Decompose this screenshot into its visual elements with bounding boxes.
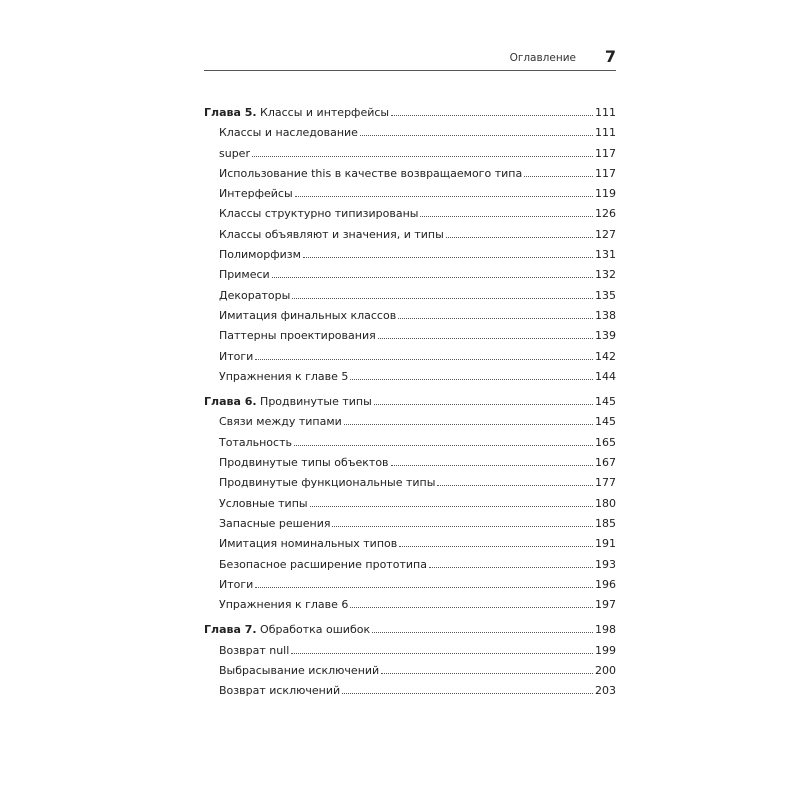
toc-page-number: 180 [595, 496, 616, 510]
toc-page-number: 200 [595, 664, 616, 678]
chapter-title: Продвинутые типы [260, 395, 372, 409]
toc-entry-title: super [219, 146, 250, 160]
chapter-label: Глава 7. [204, 623, 257, 637]
toc-page-number: 144 [595, 369, 616, 383]
toc-section-entry [204, 456, 616, 476]
toc-section-entry [204, 558, 616, 578]
dot-leader [291, 649, 593, 654]
toc-entry-title: Продвинутые функциональные типы [219, 476, 436, 490]
toc-entry-title: Полиморфизм [219, 248, 301, 262]
toc-entry-title: Имитация финальных классов [219, 308, 397, 322]
toc-entry-title: Классы структурно типизированы [219, 207, 419, 221]
toc-section-entry [204, 126, 616, 146]
toc-section-entry [204, 578, 616, 598]
toc-chapter-entry [204, 623, 616, 643]
toc-page-number: 193 [595, 557, 616, 571]
toc-page-number: 145 [595, 395, 616, 409]
toc-section-entry [204, 684, 616, 704]
toc-entry-title: Запасные решения [219, 516, 331, 530]
dot-leader [429, 563, 593, 568]
toc-entry-title: Декораторы [219, 288, 291, 302]
toc-page-number: 111 [595, 126, 616, 140]
toc-section-entry [204, 167, 616, 187]
toc-page-number: 135 [595, 288, 616, 302]
toc-page-number: 142 [595, 349, 616, 363]
toc-page-number: 139 [595, 329, 616, 343]
header-section-title: Оглавление [509, 52, 576, 64]
toc-section-entry [204, 644, 616, 664]
chapter-label: Глава 5. [204, 106, 257, 119]
toc-page-number: 117 [595, 166, 616, 180]
toc-entry-title: Связи между типами [219, 415, 342, 429]
dot-leader [378, 334, 593, 339]
toc-entry-title: Возврат исключений [219, 684, 341, 698]
toc-entry-title: Имитация номинальных типов [219, 537, 398, 551]
toc-section-entry [204, 537, 616, 557]
toc-page-number: 177 [595, 476, 616, 490]
dot-leader [420, 212, 593, 217]
toc-entry-title: Безопасное расширение прототипа [219, 557, 427, 571]
toc-entry-title: Итоги [219, 577, 254, 591]
dot-leader [303, 253, 593, 258]
dot-leader [344, 420, 593, 425]
toc-page-number: 198 [595, 623, 616, 637]
toc-page-number: 145 [595, 415, 616, 429]
toc-entry-title: Условные типы [219, 496, 308, 510]
toc-page-number: 111 [595, 106, 616, 119]
toc-entry-title: Выбрасывание исключений [219, 664, 380, 678]
dot-leader [360, 131, 593, 136]
toc-page-number: 126 [595, 207, 616, 221]
toc-entry-title: Интерфейсы [219, 187, 293, 201]
toc-section-entry [204, 415, 616, 435]
toc-section-entry [204, 476, 616, 496]
chapter-title: Классы и интерфейсы [260, 106, 390, 119]
dot-leader [310, 502, 593, 507]
toc-chapter-entry [204, 395, 616, 415]
dot-leader [374, 400, 593, 405]
dot-leader [381, 669, 593, 674]
toc-entry-title: Классы объявляют и значения, и типы [219, 227, 444, 241]
dot-leader [252, 152, 593, 157]
toc-entry-title: Тотальность [219, 435, 292, 449]
toc-entry-title: Классы и наследование [219, 126, 358, 140]
dot-leader [294, 441, 593, 446]
toc-section-entry [204, 664, 616, 684]
dot-leader [524, 172, 593, 177]
dot-leader [292, 294, 593, 299]
toc-section-entry [204, 497, 616, 517]
dot-leader [342, 689, 593, 694]
header-page-number: 7 [604, 47, 616, 66]
dot-leader [272, 273, 593, 278]
toc-entry-title: Итоги [219, 349, 254, 363]
dot-leader [398, 314, 593, 319]
toc-section-entry [204, 289, 616, 309]
toc-page-number: 131 [595, 248, 616, 262]
dot-leader [437, 481, 593, 486]
toc-entry-title: Упражнения к главе 5 [219, 369, 349, 383]
toc-page-number: 167 [595, 456, 616, 470]
dot-leader [350, 375, 593, 380]
toc-page-number: 191 [595, 537, 616, 551]
toc-entry-title: Возврат null [219, 643, 290, 657]
toc-page-number: 165 [595, 435, 616, 449]
chapter-label: Глава 6. [204, 395, 257, 409]
toc-entry-title [204, 106, 389, 119]
toc-section-entry [204, 517, 616, 537]
dot-leader [391, 461, 593, 466]
dot-leader [446, 233, 593, 238]
toc-page-number: 203 [595, 684, 616, 698]
toc-section-entry [204, 187, 616, 207]
page-header [204, 48, 616, 71]
toc-page-number: 196 [595, 577, 616, 591]
toc-entry-title: Паттерны проектирования [219, 329, 376, 343]
toc-page-number: 199 [595, 643, 616, 657]
toc-page-number: 197 [595, 598, 616, 612]
dot-leader [255, 355, 593, 360]
dot-leader [391, 111, 593, 116]
toc-section-entry [204, 248, 616, 268]
toc-section-entry [204, 436, 616, 456]
toc-entry-title [204, 395, 372, 408]
toc-entry-title: Примеси [219, 268, 270, 282]
toc-entry-title: Продвинутые типы объектов [219, 456, 389, 470]
toc-section-entry [204, 268, 616, 288]
toc-page-number: 185 [595, 516, 616, 530]
dot-leader [372, 628, 593, 633]
toc-section-entry [204, 207, 616, 227]
dot-leader [295, 192, 593, 197]
toc-section-entry [204, 309, 616, 329]
toc-entry-title: Упражнения к главе 6 [219, 598, 349, 612]
toc-chapter-entry [204, 106, 616, 126]
toc-section-entry [204, 598, 616, 618]
dot-leader [332, 522, 593, 527]
toc-section-entry [204, 228, 616, 248]
chapter-title: Обработка ошибок [260, 623, 371, 637]
dot-leader [255, 583, 593, 588]
toc-page-number: 117 [595, 146, 616, 160]
toc-page-number: 138 [595, 308, 616, 322]
toc-page-number: 132 [595, 268, 616, 282]
toc-section-entry [204, 147, 616, 167]
toc-section-entry [204, 370, 616, 390]
toc-page-number: 127 [595, 227, 616, 241]
toc-section-entry [204, 350, 616, 370]
dot-leader [399, 542, 593, 547]
toc-section-entry [204, 329, 616, 349]
toc-entry-title: Использование this в качестве возвращаемого типа [219, 166, 523, 180]
toc-page-number: 119 [595, 187, 616, 201]
dot-leader [350, 603, 593, 608]
toc-entry-title [204, 623, 370, 636]
table-of-contents [204, 106, 616, 705]
